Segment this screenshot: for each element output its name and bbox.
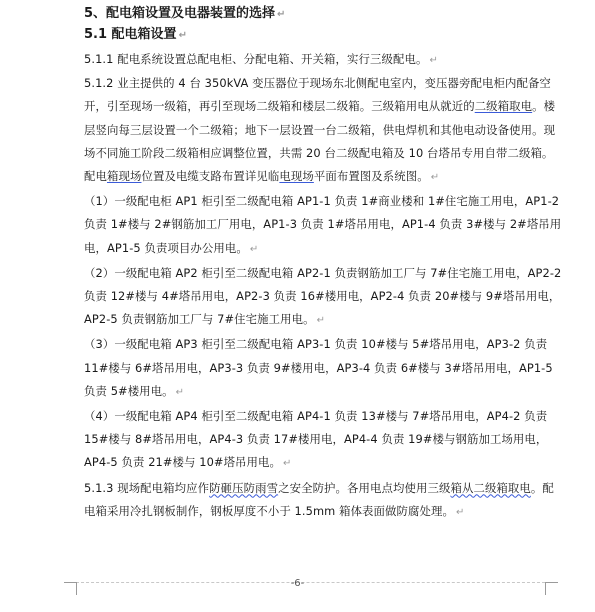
underlined-text: 二级箱取电 — [474, 99, 533, 114]
paragraph-5-1-1 — [84, 48, 564, 72]
section-heading-text: 5、配电箱设置及电器装置的选择 — [84, 6, 276, 21]
paragraph-mark-icon: ↵ — [430, 172, 440, 184]
underlined-text: 电现场 — [279, 169, 314, 184]
underlined-text: 箱现场 — [106, 169, 142, 184]
paragraph-text: 5.1.1 配电系统设置总配电柜、分配电箱、开关箱，实行三级配电。 — [84, 52, 428, 66]
paragraph-text: （2）一级配电箱 AP2 柜引至二级配电箱 AP2-1 负责钢筋加工厂与 7#住宅施工用电，AP2-2 负责 12#楼与 4#塔吊用电，AP2-3 负责 16#楼用电，AP2-4 负责 20#楼与 9#塔吊用电，AP2-5 负责钢筋加工厂与 7#住宅施工用电。 — [84, 265, 562, 327]
paragraph-mark-icon: ↵ — [175, 386, 185, 398]
paragraph-ap2 — [84, 262, 564, 333]
paragraph-mark-icon: ↵ — [277, 9, 286, 20]
paragraph-text: 位置及电缆支路布置详见临 — [141, 169, 280, 184]
paragraph-mark-icon: ↵ — [249, 243, 259, 255]
paragraph-mark-icon: ↵ — [178, 30, 187, 41]
paragraph-5-1-2 — [84, 72, 564, 189]
document-body — [84, 4, 564, 524]
paragraph-mark-icon: ↵ — [316, 315, 326, 327]
paragraph-text: 5.1.2 业主提供的 4 台 350kVA 变压器位于现场东北侧配电室内，变压器旁配电柜内配备空开，引至现场一级箱，再引至现场二级箱和楼层二级箱。三级箱用电从就近的 — [84, 76, 551, 114]
paragraph-ap1 — [84, 190, 564, 261]
paragraph-text: （4）一级配电箱 AP4 柜引至二级配电箱 AP4-1 负责 13#楼与 7#塔吊用电，AP4-2 负责 15#楼与 8#塔吊用电，AP4-3 负责 17#楼用电，AP4-4 负责 19#楼与钢筋加工场用电，AP4-5 负责 21#楼与 10#塔吊用电。 — [84, 409, 548, 470]
paragraph-ap3 — [84, 333, 564, 404]
paragraph-text: 5.1.3 现场配电箱均应作 — [84, 480, 210, 495]
subsection-heading-text: 5.1 配电箱设置 — [84, 27, 177, 42]
paragraph-text: 。楼层竖向每三层设置一个二级箱；地下一层设置一台二级箱，供电焊机和其他电动设备使用。现场不同施工阶段二级箱相应调整位置，共需 20 台二级配电箱及 10 台塔吊专用自带二级箱。配电 — [84, 99, 556, 184]
underlined-text: 箱从二级箱取电 — [450, 480, 531, 495]
paragraph-text: 之安全防护。各用电点均使用三级 — [278, 480, 451, 495]
paragraph-5-1-3 — [84, 477, 564, 524]
paragraph-mark-icon: ↵ — [456, 506, 465, 518]
underlined-text: 防砸压防雨雪 — [209, 480, 279, 495]
subsection-heading — [84, 25, 564, 48]
page-number: -6- — [290, 578, 305, 589]
paragraph-text: （1）一级配电柜 AP1 柜引至二级配电箱 AP1-1 负责 1#商业楼和 1#住宅施工用电，AP1-2 负责 1#楼与 2#钢筋加工厂用电，AP1-3 负责 1#塔吊用电，AP1-4 负责 3#楼与 2#塔吊用电，AP1-5 负责项目办公用电。 — [84, 194, 562, 255]
paragraph-mark-icon: ↵ — [429, 55, 438, 66]
paragraph-text: 。配电箱采用冷扎钢板制作，钢板厚度不小于 1.5mm 箱体表面做防腐处理。 — [84, 480, 554, 518]
section-heading — [84, 4, 564, 25]
paragraph-mark-icon: ↵ — [283, 458, 292, 470]
paragraph-text: （3）一级配电箱 AP3 柜引至二级配电箱 AP3-1 负责 10#楼与 5#塔吊用电，AP3-2 负责 11#楼与 6#塔吊用电，AP3-3 负责 9#楼用电，AP3-4 负责 6#楼与 3#塔吊用电，AP1-5 负责 5#楼用电。 — [84, 337, 553, 398]
paragraph-text: 平面布置图及系统图。 — [313, 169, 429, 184]
paragraph-ap4 — [84, 405, 564, 476]
